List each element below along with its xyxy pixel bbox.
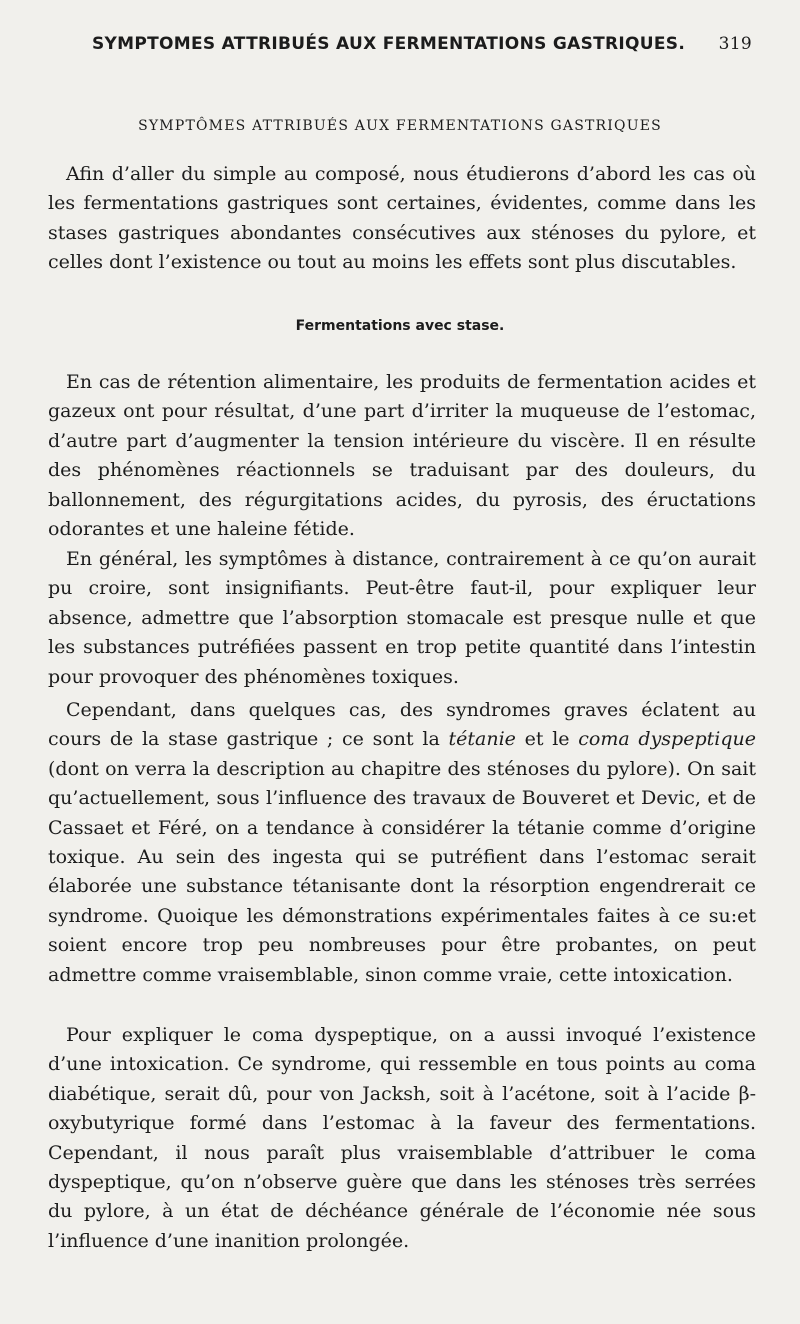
- section-heading: Fermentations avec stase.: [295, 318, 505, 334]
- paragraph-retention: En cas de rétention alimentaire, les produits de fermentation acides et gazeux ont pour résultat, d’une part d’irriter la muqueuse de l’estomac, d’autre part d’augmenter la tension intérieure du viscère. Il en résulte des phénomènes réactionnels se traduisant par des douleurs, du ballonnement, des régurgitations acides, du pyrosis, des éructations odorantes et une haleine fétide.: [48, 371, 756, 541]
- paragraph-tetanie-text-b: et le: [515, 728, 579, 751]
- intro-paragraph: Afin d’aller du simple au composé, nous étudierons d’abord les cas où les fermentations gastriques sont certaines, évidentes, comme dans les stases gastriques abondantes consécutives aux sténoses du pylore, et celles dont l’existence ou tout au moins les effets sont plus discutables.: [48, 163, 756, 274]
- coma-dyspeptique-term: coma dyspeptique: [578, 728, 756, 751]
- paragraph-symptoms-distance: En général, les symptômes à distance, contrairement à ce qu’on aurait pu croire, sont insignifiants. Peut-être faut-il, pour expliquer leur absence, admettre que l’absorption stomacale est presque nulle et que les substances putréfiées passent en trop petite quantité dans l’intestin pour provoquer des phénomènes toxiques.: [48, 548, 756, 688]
- page-number: 319: [718, 34, 752, 54]
- tetanie-term: tétanie: [448, 728, 516, 751]
- paragraph-coma: Pour expliquer le coma dyspeptique, on a aussi invoqué l’existence d’une intoxication. Ce syndrome, qui ressemble en tous points au coma diabétique, serait dû, pour von Jacksh, soit à l’acétone, soit à l’acide β-oxybutyrique formé dans l’estomac à la faveur des fermentations. Cependant, il nous paraît plus vraisemblable d’attribuer le coma dyspeptique, qu’on n’observe guère que dans les sténoses très serrées du pylore, à un état de déchéance générale de l’économie née sous l’influence d’une inanition prolongée.: [48, 1024, 756, 1252]
- paragraph-tetanie: [48, 696, 756, 990]
- running-head-title: SYMPTOMES ATTRIBUÉS AUX FERMENTATIONS GASTRIQUES.: [92, 34, 686, 54]
- chapter-title: SYMPTÔMES ATTRIBUÉS AUX FERMENTATIONS GASTRIQUES: [138, 118, 662, 134]
- paragraph-tetanie-text-a: Cependant, dans quelques cas, des syndromes graves éclatent au cours de la stase gastrique ; ce sont la: [48, 699, 756, 751]
- paragraph-tetanie-text-c: (dont on verra la description au chapitre des sténoses du pylore). On sait qu’actuellement, sous l’influence des travaux de Bouveret et Devic, et de Cassaet et Féré, on a tendance à considérer la tétanie comme d’origine toxique. Au sein des ingesta qui se putréfient dans l’estomac serait élaborée une substance tétanisante dont la résorption engendrerait ce syndrome. Quoique les démonstrations expérimentales faites à ce su:et soient encore trop peu nombreuses pour être probantes, on peut admettre comme vraisemblable, sinon comme vraie, cette intoxication.: [48, 757, 756, 986]
